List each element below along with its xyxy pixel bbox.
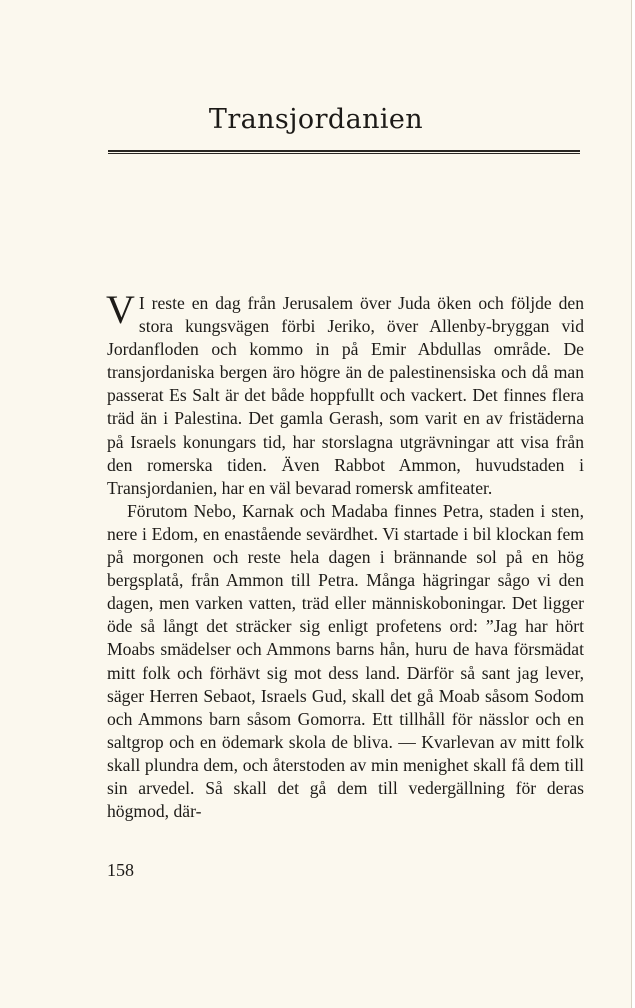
paragraph-1-text: I reste en dag från Jerusalem över Juda öken och följde den stora kungsvägen förbi Jeriko, över Allenby-bryggan vid Jordanfloden och kommo in på Emir Abdullas område. De transjordaniska bergen äro högre än de palestinensiska och då man passerat Es Salt är det både hoppfullt och vackert. Det finnes flera träd än i Palestina. Det gamla Gerash, som varit en av fristäderna på Israels konungars tid, har storslagna utgrävningar att visa från den romerska tiden. Även Rabbot Ammon, huvudstaden i Transjordanien, har en väl bevarad romersk amfiteater.: [107, 293, 584, 498]
body-text: [106, 287, 584, 823]
paragraph-2: Förutom Nebo, Karnak och Madaba finnes Petra, staden i sten, nere i Edom, en enastående sevärdhet. Vi startade i bil klockan fem på morgonen och reste hela dagen i brännande sol på en hög bergsplatå, från Ammon till Petra. Många hägringar sågo vi den dagen, men varken vatten, träd eller människoboningar. Det ligger öde så långt det sträcker sig enligt profetens ord: ”Jag har hört Moabs smädelser och Ammons barns hån, huru de hava försmädat mitt folk och förhävt sig mot dess land. Därför så sant jag lever, säger Herren Sebaot, Israels Gud, skall det gå Moab såsom Sodom och Ammons barn såsom Gomorra. Ett tillhåll för nässlor och en saltgrop och en ödemark skola de bliva. — Kvarlevan av mitt folk skall plundra dem, och återstoden av min menighet skall få dem till sin arvedel. Så skall det gå dem till vedergällning för deras högmod, där-: [107, 500, 584, 822]
paragraph-1: [106, 287, 584, 500]
drop-cap: V: [106, 287, 135, 332]
page-number: 158: [107, 860, 134, 880]
title-rule-top: [108, 150, 580, 152]
chapter-title: Transjordanien: [208, 104, 424, 135]
title-rule-bottom: [108, 153, 580, 154]
